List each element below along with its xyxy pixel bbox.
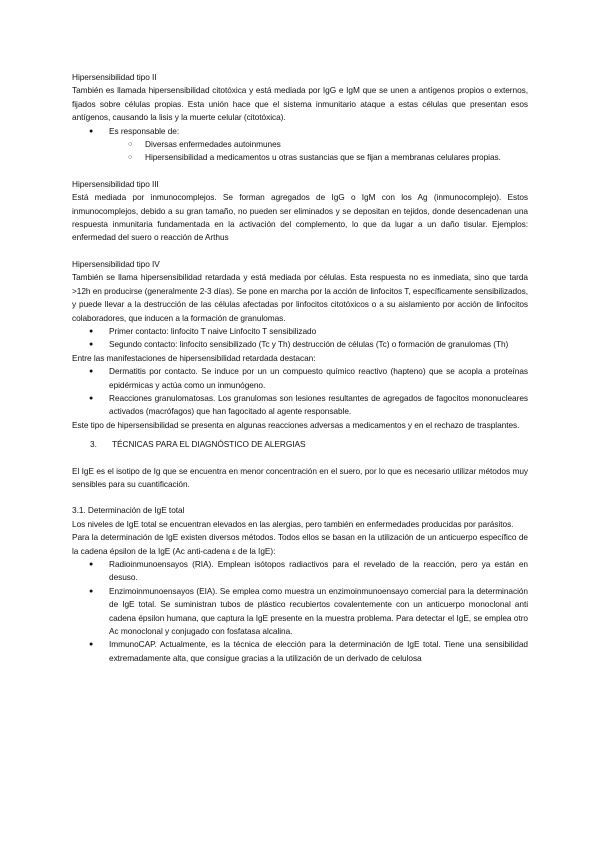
sub-list-item — [72, 151, 528, 164]
list-tipo-4-contacts — [72, 325, 528, 352]
paragraph-tipo-3: Está mediada por inmunocomplejos. Se forman agregados de IgG o IgM con los Ag (inmunocomplejo). Estos inmunocomplejos, debido a su gran tamaño, no pueden ser eliminados y se depositan en tejidos, donde desencadenan una respuesta inmunitaria fundamentada en la activación del complemento, lo que da lugar a un daño tisular. Ejemplos: enfermedad del suero o reacción de Arthus — [72, 192, 528, 243]
sub-list-item-text: Hipersensibilidad a medicamentos u otras sustancias que se fijan a membranas celulares propias. — [145, 152, 501, 163]
list-item-text: Radioinmunoensayos (RIA). Emplean isótopos radiactivos para el revelado de la reacción, pero ya están en desuso. — [109, 559, 528, 583]
list-item-text: Reacciones granulomatosas. Los granulomas son lesiones resultantes de agregados de fagocitos mononucleares activados (macrófagos) que han fagocitado al agente responsable. — [109, 392, 528, 417]
list-tipo-2 — [72, 125, 528, 165]
list-item — [72, 392, 528, 419]
list-item — [72, 585, 528, 639]
bullet-marker: ● — [89, 561, 94, 568]
paragraph-section-3-1-a: Los niveles de IgE total se encuentran elevados en las alergias, pero también en enfermedades producidas por parásitos. — [72, 518, 514, 529]
list-tipo-4-manifestations — [72, 365, 528, 419]
heading-tipo-3: Hipersensibilidad tipo III — [72, 178, 159, 189]
bullet-marker: ● — [89, 394, 94, 402]
list-item-text: Primer contacto: linfocito T naive Linfocito T sensibilizado — [109, 325, 317, 336]
list-item — [72, 638, 528, 665]
heading-section-3-1: 3.1. Determinación de IgE total — [72, 505, 185, 516]
list-item-text: ImmunoCAP. Actualmente, es la técnica de elección para la determinación de IgE total. Tiene una sensibilidad extremadamente alta, que consigue gracias a la utilización de un derivado de celulosa — [109, 639, 528, 663]
list-item-text: Dermatitis por contacto. Se induce por un un compuesto químico reactivo (hapteno) que se acopla a proteínas epidérmicas y actúa como un inmunógeno. — [109, 366, 528, 390]
section-3-heading — [72, 438, 528, 451]
bullet-marker: ● — [89, 127, 94, 135]
list-item — [72, 125, 528, 138]
list-item — [72, 325, 528, 338]
paragraph-tipo-2: También es llamada hipersensibilidad citotóxica y está mediada por IgG e IgM que se unen a antígenos propios o externos, fijados sobre células propias. Esta unión hace que el sistema inmunitario ataque a estas células que presentan esos antígenos, causando la lisis y la muerte celular (citotóxica). — [72, 85, 528, 123]
manifestations-intro: Entre las manifestaciones de hipersensibilidad retardada destacan: — [72, 352, 316, 363]
bullet-marker: ● — [89, 587, 94, 595]
list-ige-methods — [72, 558, 528, 665]
sub-bullet-marker: ○ — [128, 141, 133, 149]
paragraph-tipo-4: También se llama hipersensibilidad retardada y está mediada por células. Esta respuesta no es inmediata, sino que tarda >12h en producirse (generalmente 2-3 días). Se pone en marcha por la acción de linfocitos T, específicamente sensibilizados, y puede llevar a la destrucción de las células afectadas por linfocitos citotóxicos o a su aislamiento por acción de linfocitos colaboradores, que inducen a la formación de granulomas. — [72, 272, 529, 323]
heading-tipo-4: Hipersensibilidad tipo IV — [72, 258, 160, 269]
sub-list-item-text: Diversas enfermedades autoinmunes — [145, 139, 281, 150]
list-item — [72, 558, 528, 585]
paragraph-tipo-4-closing: Este tipo de hipersensibilidad se presenta en algunas reacciones adversas a medicamentos y en el rechazo de trasplantes. — [72, 419, 520, 430]
bullet-marker: ● — [89, 327, 94, 335]
paragraph-section-3-1-b: Para la determinación de IgE existen diversos métodos. Todos ellos se basan en la utilización de un anticuerpo específico de la cadena épsilon de la IgE (Ac anti-cadena ε de la IgE): — [72, 532, 528, 556]
sub-bullet-marker: ○ — [128, 154, 133, 162]
bullet-marker: ● — [89, 368, 94, 376]
section-number: 3. — [90, 439, 97, 450]
sub-list-item — [72, 138, 528, 151]
list-item — [72, 365, 528, 392]
heading-tipo-2: Hipersensibilidad tipo II — [72, 72, 157, 82]
bullet-marker: ● — [89, 641, 94, 649]
bullet-marker: ● — [89, 341, 94, 349]
list-item-text: Enzimoinmunoensayos (EIA). Se emplea como muestra un enzimoinmunoensayo comercial para la determinación de IgE total. Se suministran tubos de plástico recubiertos covalentemente con un anticuerpo monoclonal anti cadena épsilon humana, que captura la IgE presente en la muestra problema. Para detectar el IgE, se emplea otro Ac monoclonal y conjugado con fosfatasa alcalina. — [109, 585, 528, 637]
paragraph-section-3: El IgE es el isotipo de Ig que se encuentra en menor concentración en el suero, por lo que es necesario utilizar métodos muy sensibles para su cuantificación. — [72, 465, 528, 489]
section-title: TÉCNICAS PARA EL DIAGNÓSTICO DE ALERGIAS — [112, 439, 306, 450]
list-item — [72, 338, 528, 351]
list-item-text: Segundo contacto: linfocito sensibilizado (Tc y Th) destrucción de células (Tc) o formación de granulomas (Th) — [109, 339, 509, 350]
list-item-text: Es responsable de: — [109, 125, 180, 136]
